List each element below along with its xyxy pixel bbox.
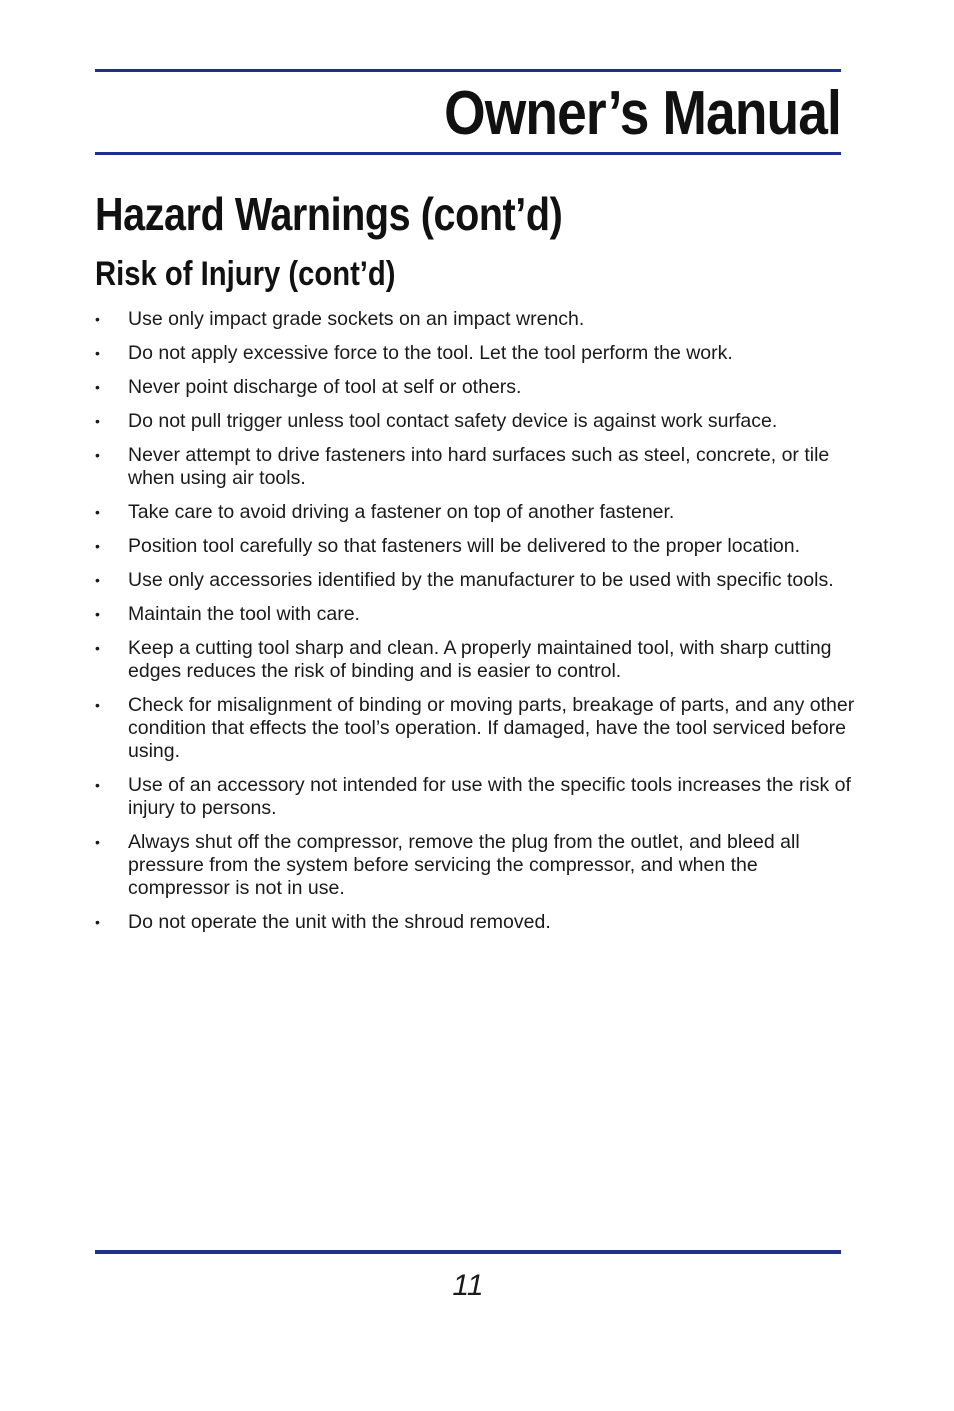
bullet-icon: • xyxy=(95,572,100,588)
header-bottom-rule xyxy=(95,152,841,155)
list-item xyxy=(95,342,855,365)
list-item-text: Do not operate the unit with the shroud removed. xyxy=(128,911,551,933)
bullet-icon: • xyxy=(95,777,100,793)
list-item xyxy=(95,694,855,763)
list-item xyxy=(95,569,855,592)
list-item-text: Use only accessories identified by the manufacturer to be used with specific tools. xyxy=(128,569,834,591)
list-item-text: Take care to avoid driving a fastener on top of another fastener. xyxy=(128,501,675,523)
bullet-icon: • xyxy=(95,834,100,850)
list-item-text: Never point discharge of tool at self or others. xyxy=(128,376,522,398)
bullet-icon: • xyxy=(95,538,100,554)
bullet-icon: • xyxy=(95,311,100,327)
list-item-text: Keep a cutting tool sharp and clean. A properly maintained tool, with sharp cutting edges reduces the risk of binding and is easier to control. xyxy=(128,637,832,682)
list-item xyxy=(95,308,855,331)
list-item xyxy=(95,410,855,433)
bullet-icon: • xyxy=(95,379,100,395)
bullet-icon: • xyxy=(95,914,100,930)
list-item xyxy=(95,603,855,626)
list-item xyxy=(95,444,855,490)
list-item-text: Do not apply excessive force to the tool. Let the tool perform the work. xyxy=(128,342,733,364)
list-item xyxy=(95,774,855,820)
list-item-text: Use of an accessory not intended for use with the specific tools increases the risk of injury to persons. xyxy=(128,774,851,819)
footer-rule xyxy=(95,1250,841,1254)
bullet-icon: • xyxy=(95,606,100,622)
bullet-icon: • xyxy=(95,504,100,520)
bullet-icon: • xyxy=(95,413,100,429)
sub-heading: Risk of Injury (cont’d) xyxy=(95,255,396,293)
page-number: 11 xyxy=(452,1269,484,1302)
list-item-text: Always shut off the compressor, remove the plug from the outlet, and bleed all pressure from the system before servicing the compressor, and when the compressor is not in use. xyxy=(128,831,800,899)
list-item-text: Use only impact grade sockets on an impact wrench. xyxy=(128,308,585,330)
list-item-text: Do not pull trigger unless tool contact safety device is against work surface. xyxy=(128,410,778,432)
list-item xyxy=(95,831,855,900)
warning-list xyxy=(95,308,855,945)
bullet-icon: • xyxy=(95,345,100,361)
list-item xyxy=(95,637,855,683)
list-item xyxy=(95,501,855,524)
bullet-icon: • xyxy=(95,640,100,656)
header-top-rule xyxy=(95,69,841,72)
list-item-text: Check for misalignment of binding or moving parts, breakage of parts, and any other condition that effects the tool’s operation. If damaged, have the tool serviced before using. xyxy=(128,694,855,762)
list-item-text: Maintain the tool with care. xyxy=(128,603,360,625)
manual-title: Owner’s Manual xyxy=(444,79,841,148)
list-item xyxy=(95,535,855,558)
bullet-icon: • xyxy=(95,447,100,463)
list-item-text: Never attempt to drive fasteners into hard surfaces such as steel, concrete, or tile when using air tools. xyxy=(128,444,830,489)
section-heading: Hazard Warnings (cont’d) xyxy=(95,188,563,240)
bullet-icon: • xyxy=(95,697,100,713)
list-item-text: Position tool carefully so that fasteners will be delivered to the proper location. xyxy=(128,535,801,557)
list-item xyxy=(95,911,855,934)
list-item xyxy=(95,376,855,399)
